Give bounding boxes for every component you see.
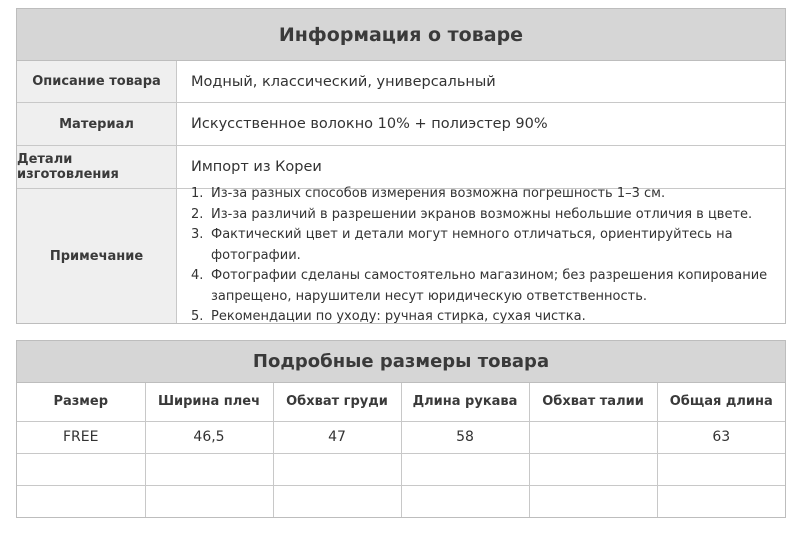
header-sleeve-length: Длина рукава	[401, 383, 529, 421]
note-number: 1.	[191, 186, 204, 202]
note-number: 5.	[191, 309, 204, 325]
note-text: Из-за различий в разрешении экранов возможны небольшие отличия в цвете.	[211, 206, 753, 222]
cell-waist	[529, 485, 657, 517]
cell-size: FREE	[17, 421, 145, 453]
info-value: Модный, классический, универсальный	[191, 73, 496, 90]
product-info-title: Информация о товаре	[17, 9, 785, 61]
info-value: Искусственное волокно 10% + полиэстер 90%	[191, 116, 548, 132]
note-text: Фактический цвет и детали могут немного отличаться, ориентируйтесь на фотографии.	[211, 227, 733, 263]
info-row-description	[17, 61, 785, 103]
cell-shoulder-width	[145, 453, 273, 485]
info-label: Детали изготовления	[17, 146, 177, 188]
header-size: Размер	[17, 383, 145, 421]
note-item	[191, 184, 785, 205]
cell-shoulder-width: 46,5	[145, 421, 273, 453]
cell-sleeve-length	[401, 453, 529, 485]
table-row	[17, 453, 785, 485]
header-chest: Обхват груди	[273, 383, 401, 421]
info-value: Импорт из Кореи	[191, 159, 322, 175]
note-number: 4.	[191, 268, 204, 284]
cell-total-length	[657, 453, 785, 485]
note-text: Из-за разных способов измерения возможна погрешность 1–3 см.	[211, 186, 666, 202]
header-shoulder-width: Ширина плеч	[145, 383, 273, 421]
note-number: 2.	[191, 206, 204, 222]
note-item	[191, 307, 785, 328]
cell-waist	[529, 421, 657, 453]
note-item	[191, 266, 785, 307]
note-item	[191, 225, 785, 266]
note-item	[191, 205, 785, 226]
info-row-notes	[17, 186, 785, 325]
cell-total-length: 63	[657, 421, 785, 453]
notes-cell	[177, 186, 785, 325]
size-table	[17, 383, 785, 517]
cell-chest	[273, 485, 401, 517]
product-info-panel	[16, 8, 786, 324]
table-row	[17, 485, 785, 517]
cell-size	[17, 453, 145, 485]
info-label: Примечание	[17, 189, 177, 323]
info-row-material	[17, 103, 785, 146]
cell-total-length	[657, 485, 785, 517]
note-text: Рекомендации по уходу: ручная стирка, сухая чистка.	[211, 309, 586, 325]
cell-chest	[273, 453, 401, 485]
cell-size	[17, 485, 145, 517]
table-row	[17, 421, 785, 453]
cell-shoulder-width	[145, 485, 273, 517]
cell-sleeve-length	[401, 485, 529, 517]
size-chart-title: Подробные размеры товара	[17, 341, 785, 383]
cell-waist	[529, 453, 657, 485]
note-text: Фотографии сделаны самостоятельно магазином; без разрешения копирование запрещено, нарушители несут юридическую ответственность.	[211, 268, 768, 304]
cell-sleeve-length: 58	[401, 421, 529, 453]
size-table-header	[17, 383, 785, 421]
cell-chest: 47	[273, 421, 401, 453]
info-label: Описание товара	[17, 61, 177, 102]
info-label: Материал	[17, 103, 177, 145]
header-waist: Обхват талии	[529, 383, 657, 421]
note-number: 3.	[191, 227, 204, 243]
size-chart-panel	[16, 340, 786, 518]
header-total-length: Общая длина	[657, 383, 785, 421]
notes-list	[191, 178, 785, 334]
